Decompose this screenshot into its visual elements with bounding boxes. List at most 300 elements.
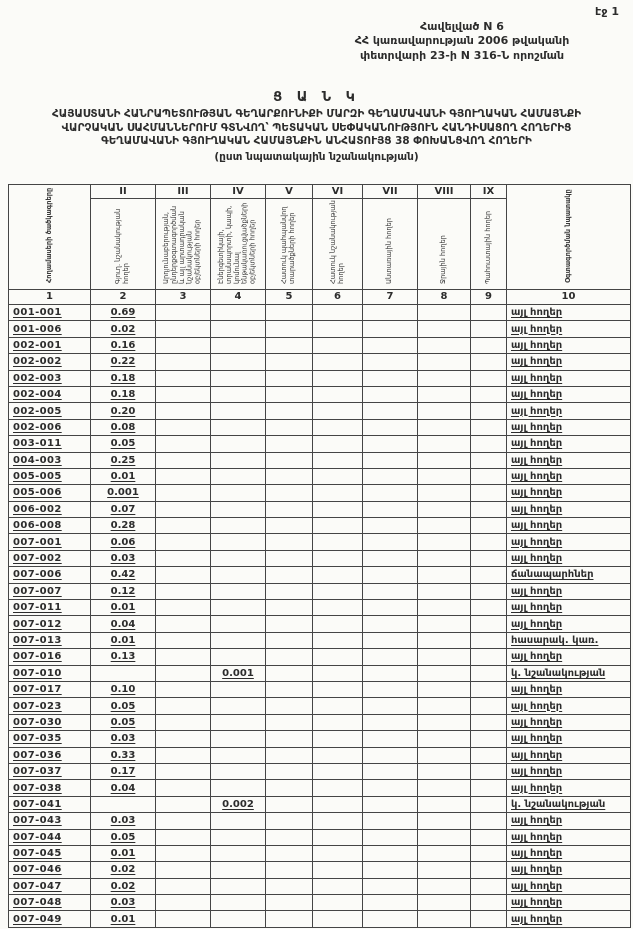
area-value-cell bbox=[211, 468, 266, 484]
table-row bbox=[9, 534, 631, 550]
area-value-cell bbox=[313, 665, 363, 681]
parcel-code-cell: 007-047 bbox=[9, 878, 91, 894]
parcel-code-cell: 007-045 bbox=[9, 845, 91, 861]
area-value-cell bbox=[363, 386, 418, 402]
area-value-cell bbox=[363, 698, 418, 714]
land-type-cell: այլ հողեր bbox=[507, 518, 631, 534]
area-value-cell: 0.05 bbox=[91, 829, 156, 845]
page-number: էջ 1 bbox=[595, 5, 619, 18]
area-value-cell bbox=[156, 518, 211, 534]
area-value-cell bbox=[471, 534, 507, 550]
area-value-cell bbox=[418, 829, 471, 845]
parcel-code-cell: 002-006 bbox=[9, 419, 91, 435]
area-value-cell bbox=[363, 862, 418, 878]
area-value-cell bbox=[266, 436, 313, 452]
table-row bbox=[9, 321, 631, 337]
roman-ii: II bbox=[91, 185, 156, 199]
parcel-code-cell: 002-004 bbox=[9, 386, 91, 402]
land-parcels-table bbox=[8, 184, 631, 928]
area-value-cell bbox=[266, 616, 313, 632]
land-type-cell: այլ հողեր bbox=[507, 681, 631, 697]
land-type-cell: այլ հողեր bbox=[507, 731, 631, 747]
area-value-cell bbox=[418, 550, 471, 566]
area-value-cell bbox=[471, 747, 507, 763]
roman-vi: VI bbox=[313, 185, 363, 199]
table-row bbox=[9, 419, 631, 435]
area-value-cell bbox=[313, 731, 363, 747]
parcel-code-cell: 007-010 bbox=[9, 665, 91, 681]
parcel-code-cell: 007-043 bbox=[9, 813, 91, 829]
table-row bbox=[9, 878, 631, 894]
document-caption: Ց Ա Ն Կ bbox=[273, 90, 360, 105]
area-value-cell bbox=[266, 337, 313, 353]
parcel-code-cell: 003-011 bbox=[9, 436, 91, 452]
area-value-cell bbox=[471, 386, 507, 402]
area-value-cell bbox=[211, 763, 266, 779]
land-type-cell: այլ հողեր bbox=[507, 583, 631, 599]
area-value-cell bbox=[266, 895, 313, 911]
area-value-cell bbox=[418, 600, 471, 616]
area-value-cell bbox=[471, 452, 507, 468]
area-value-cell bbox=[266, 419, 313, 435]
area-value-cell bbox=[418, 501, 471, 517]
area-value-cell bbox=[313, 305, 363, 321]
roman-iii: III bbox=[156, 185, 211, 199]
table-row bbox=[9, 731, 631, 747]
area-value-cell bbox=[156, 419, 211, 435]
area-value-cell bbox=[418, 370, 471, 386]
area-value-cell bbox=[211, 813, 266, 829]
land-type-cell: այլ հողեր bbox=[507, 452, 631, 468]
area-value-cell bbox=[363, 452, 418, 468]
area-value-cell bbox=[313, 403, 363, 419]
table-row bbox=[9, 583, 631, 599]
area-value-cell bbox=[313, 600, 363, 616]
area-value-cell bbox=[156, 862, 211, 878]
area-value-cell bbox=[471, 813, 507, 829]
table-row bbox=[9, 813, 631, 829]
area-value-cell bbox=[313, 534, 363, 550]
area-value-cell bbox=[266, 862, 313, 878]
area-value-cell: 0.01 bbox=[91, 632, 156, 648]
land-type-cell: այլ հողեր bbox=[507, 780, 631, 796]
area-value-cell bbox=[156, 895, 211, 911]
parcel-code-cell: 007-006 bbox=[9, 567, 91, 583]
parcel-code-cell: 007-046 bbox=[9, 862, 91, 878]
area-value-cell bbox=[313, 567, 363, 583]
area-value-cell: 0.22 bbox=[91, 354, 156, 370]
table-body bbox=[9, 305, 631, 928]
area-value-cell bbox=[211, 600, 266, 616]
area-value-cell bbox=[471, 763, 507, 779]
area-value-cell bbox=[211, 895, 266, 911]
area-value-cell bbox=[363, 337, 418, 353]
area-value-cell bbox=[313, 583, 363, 599]
area-value-cell bbox=[418, 419, 471, 435]
area-value-cell bbox=[156, 878, 211, 894]
table-row bbox=[9, 337, 631, 353]
area-value-cell bbox=[471, 796, 507, 812]
area-value-cell bbox=[418, 796, 471, 812]
area-value-cell bbox=[266, 747, 313, 763]
area-value-cell bbox=[156, 436, 211, 452]
area-value-cell: 0.02 bbox=[91, 878, 156, 894]
area-value-cell bbox=[363, 600, 418, 616]
roman-v: V bbox=[266, 185, 313, 199]
table-row bbox=[9, 403, 631, 419]
land-type-cell: այլ հողեր bbox=[507, 337, 631, 353]
area-value-cell bbox=[266, 911, 313, 927]
area-value-cell bbox=[211, 550, 266, 566]
area-value-cell bbox=[91, 665, 156, 681]
land-type-cell: այլ հողեր bbox=[507, 468, 631, 484]
area-value-cell bbox=[363, 681, 418, 697]
area-value-cell bbox=[156, 337, 211, 353]
land-type-cell: այլ հողեր bbox=[507, 862, 631, 878]
area-value-cell bbox=[266, 305, 313, 321]
area-value-cell bbox=[471, 649, 507, 665]
area-value-cell bbox=[266, 370, 313, 386]
land-type-cell: այլ հողեր bbox=[507, 829, 631, 845]
area-value-cell bbox=[211, 862, 266, 878]
area-value-cell bbox=[363, 567, 418, 583]
parcel-code-cell: 006-002 bbox=[9, 501, 91, 517]
area-value-cell bbox=[156, 747, 211, 763]
area-value-cell: 0.28 bbox=[91, 518, 156, 534]
area-value-cell bbox=[211, 829, 266, 845]
area-value-cell bbox=[266, 780, 313, 796]
col-num-6: 6 bbox=[313, 290, 363, 305]
area-value-cell bbox=[313, 632, 363, 648]
area-value-cell bbox=[363, 501, 418, 517]
area-value-cell bbox=[418, 616, 471, 632]
area-value-cell bbox=[313, 763, 363, 779]
land-type-cell: այլ հողեր bbox=[507, 550, 631, 566]
area-value-cell bbox=[471, 583, 507, 599]
col-num-8: 8 bbox=[418, 290, 471, 305]
area-value-cell bbox=[363, 632, 418, 648]
header-special-purpose-lands: Հատուկ նշանակության հողեր bbox=[313, 199, 363, 290]
col-num-2: 2 bbox=[91, 290, 156, 305]
table-row bbox=[9, 386, 631, 402]
area-value-cell bbox=[418, 862, 471, 878]
area-value-cell bbox=[211, 911, 266, 927]
area-value-cell bbox=[266, 681, 313, 697]
area-value-cell: 0.13 bbox=[91, 649, 156, 665]
area-value-cell bbox=[313, 452, 363, 468]
table-row bbox=[9, 780, 631, 796]
table-row bbox=[9, 895, 631, 911]
area-value-cell bbox=[363, 714, 418, 730]
area-value-cell bbox=[471, 780, 507, 796]
area-value-cell bbox=[313, 813, 363, 829]
title-line-1: ՀԱՅԱՍՏԱՆԻ ՀԱՆՐԱՊԵՏՈՒԹՅԱՆ ԳԵՂԱՐՔՈՒՆԻՔԻ ՄԱՐԶԻ ԳԵՂԱՄԱՎԱՆԻ ԳՅՈՒՂԱԿԱՆ ՀԱՄԱՅՆՔԻ bbox=[51, 108, 581, 120]
area-value-cell bbox=[363, 878, 418, 894]
area-value-cell bbox=[266, 354, 313, 370]
area-value-cell bbox=[363, 649, 418, 665]
land-type-cell: այլ հողեր bbox=[507, 305, 631, 321]
area-value-cell: 0.42 bbox=[91, 567, 156, 583]
table-row bbox=[9, 665, 631, 681]
area-value-cell bbox=[363, 436, 418, 452]
area-value-cell bbox=[363, 665, 418, 681]
area-value-cell bbox=[313, 518, 363, 534]
area-value-cell bbox=[156, 583, 211, 599]
area-value-cell bbox=[313, 485, 363, 501]
area-value-cell bbox=[211, 698, 266, 714]
col-num-5: 5 bbox=[266, 290, 313, 305]
area-value-cell: 0.02 bbox=[91, 321, 156, 337]
area-value-cell bbox=[266, 829, 313, 845]
area-value-cell bbox=[418, 321, 471, 337]
area-value-cell bbox=[471, 354, 507, 370]
area-value-cell bbox=[156, 714, 211, 730]
land-type-cell: այլ հողեր bbox=[507, 354, 631, 370]
area-value-cell bbox=[156, 567, 211, 583]
area-value-cell bbox=[266, 485, 313, 501]
table-row bbox=[9, 436, 631, 452]
area-value-cell bbox=[363, 895, 418, 911]
area-value-cell bbox=[418, 567, 471, 583]
area-value-cell bbox=[471, 681, 507, 697]
parcel-code-cell: 004-003 bbox=[9, 452, 91, 468]
area-value-cell bbox=[363, 731, 418, 747]
area-value-cell bbox=[363, 518, 418, 534]
parcel-code-cell: 002-003 bbox=[9, 370, 91, 386]
table-row bbox=[9, 911, 631, 927]
area-value-cell bbox=[471, 403, 507, 419]
annex-line-1: Հավելված N 6 bbox=[420, 20, 504, 33]
header-water-lands: Ջրային հողեր bbox=[418, 199, 471, 290]
area-value-cell bbox=[418, 763, 471, 779]
land-type-cell: հասարակ. կառ. bbox=[507, 632, 631, 648]
area-value-cell bbox=[363, 780, 418, 796]
area-value-cell bbox=[418, 911, 471, 927]
area-value-cell bbox=[313, 649, 363, 665]
area-value-cell: 0.18 bbox=[91, 370, 156, 386]
parcel-code-cell: 002-001 bbox=[9, 337, 91, 353]
area-value-cell bbox=[156, 681, 211, 697]
area-value-cell bbox=[363, 911, 418, 927]
annex-line-3: փետրվարի 23-ի N 316-Ն որոշման bbox=[359, 48, 565, 62]
area-value-cell: 0.01 bbox=[91, 911, 156, 927]
area-value-cell bbox=[418, 485, 471, 501]
area-value-cell bbox=[313, 796, 363, 812]
area-value-cell bbox=[266, 501, 313, 517]
roman-vii: VII bbox=[363, 185, 418, 199]
area-value-cell: 0.002 bbox=[211, 796, 266, 812]
area-value-cell bbox=[211, 386, 266, 402]
area-value-cell: 0.01 bbox=[91, 468, 156, 484]
area-value-cell bbox=[313, 354, 363, 370]
parcel-code-cell: 007-030 bbox=[9, 714, 91, 730]
area-value-cell bbox=[313, 895, 363, 911]
parcel-code-cell: 006-008 bbox=[9, 518, 91, 534]
col-num-1: 1 bbox=[9, 290, 91, 305]
land-type-cell: այլ հողեր bbox=[507, 878, 631, 894]
area-value-cell bbox=[363, 485, 418, 501]
area-value-cell bbox=[211, 714, 266, 730]
area-value-cell bbox=[471, 501, 507, 517]
area-value-cell bbox=[471, 862, 507, 878]
area-value-cell bbox=[363, 354, 418, 370]
parcel-code-cell: 007-016 bbox=[9, 649, 91, 665]
parcel-code-cell: 005-006 bbox=[9, 485, 91, 501]
area-value-cell bbox=[266, 878, 313, 894]
land-type-cell: ճանապարհներ bbox=[507, 567, 631, 583]
parcel-code-cell: 007-012 bbox=[9, 616, 91, 632]
land-type-cell: այլ հողեր bbox=[507, 436, 631, 452]
roman-ix: IX bbox=[471, 185, 507, 199]
table-row bbox=[9, 468, 631, 484]
area-value-cell bbox=[156, 403, 211, 419]
table-row bbox=[9, 829, 631, 845]
parcel-code-cell: 007-002 bbox=[9, 550, 91, 566]
land-type-cell: այլ հողեր bbox=[507, 403, 631, 419]
header-parcel-code bbox=[9, 185, 91, 290]
area-value-cell bbox=[266, 731, 313, 747]
table-row bbox=[9, 354, 631, 370]
area-value-cell bbox=[156, 485, 211, 501]
area-value-cell bbox=[156, 698, 211, 714]
area-value-cell bbox=[211, 780, 266, 796]
header-protected-area-lands: Հատուկ պահպանվող տարածքների հողեր bbox=[266, 199, 313, 290]
table-row bbox=[9, 862, 631, 878]
parcel-code-cell: 007-049 bbox=[9, 911, 91, 927]
area-value-cell bbox=[156, 911, 211, 927]
area-value-cell bbox=[471, 567, 507, 583]
area-value-cell bbox=[471, 305, 507, 321]
area-value-cell bbox=[418, 534, 471, 550]
area-value-cell bbox=[471, 731, 507, 747]
area-value-cell bbox=[313, 780, 363, 796]
area-value-cell bbox=[266, 583, 313, 599]
area-value-cell bbox=[266, 600, 313, 616]
area-value-cell bbox=[471, 485, 507, 501]
area-value-cell: 0.04 bbox=[91, 780, 156, 796]
area-value-cell bbox=[418, 714, 471, 730]
area-value-cell bbox=[471, 911, 507, 927]
area-value-cell bbox=[471, 468, 507, 484]
area-value-cell bbox=[211, 354, 266, 370]
area-value-cell bbox=[156, 763, 211, 779]
col-num-10: 10 bbox=[507, 290, 631, 305]
document-title-block bbox=[0, 90, 633, 163]
area-value-cell bbox=[313, 714, 363, 730]
title-line-2: ՎԱՐՉԱԿԱՆ ՍԱՀՄԱՆՆԵՐՈՒՄ ԳՏՆՎՈՂ՝ ՊԵՏԱԿԱՆ ՍԵՓԱԿԱՆՈՒԹՅՈՒՆ ՀԱՆԴԻՍԱՑՈՂ ՀՈՂԵՐԻՑ bbox=[61, 121, 572, 134]
area-value-cell bbox=[418, 632, 471, 648]
area-value-cell bbox=[156, 845, 211, 861]
area-value-cell: 0.17 bbox=[91, 763, 156, 779]
area-value-cell bbox=[313, 550, 363, 566]
area-value-cell bbox=[211, 370, 266, 386]
roman-iv: IV bbox=[211, 185, 266, 199]
area-value-cell bbox=[211, 518, 266, 534]
area-value-cell: 0.05 bbox=[91, 698, 156, 714]
area-value-cell bbox=[211, 567, 266, 583]
area-value-cell bbox=[363, 813, 418, 829]
area-value-cell bbox=[471, 665, 507, 681]
area-value-cell bbox=[363, 763, 418, 779]
area-value-cell: 0.33 bbox=[91, 747, 156, 763]
land-type-cell: այլ հողեր bbox=[507, 485, 631, 501]
area-value-cell bbox=[471, 436, 507, 452]
area-value-cell: 0.20 bbox=[91, 403, 156, 419]
area-value-cell: 0.01 bbox=[91, 600, 156, 616]
area-value-cell bbox=[156, 600, 211, 616]
title-line-3: ԳԵՂԱՄԱՎԱՆԻ ԳՅՈՒՂԱԿԱՆ ՀԱՄԱՅՆՔԻՆ ԱՆՀԱՏՈՒՅՑ 38 ՓՈԽԱՆՑՎՈՂ ՀՈՂԵՐԻ bbox=[101, 135, 532, 148]
header-energy-transport-lands: Էներգետիկայի, տրանսպորտի, կապի, կոմունալ ենթակառուցվածքների օբյեկտների հողեր bbox=[211, 199, 266, 290]
land-type-cell: այլ հողեր bbox=[507, 534, 631, 550]
area-value-cell bbox=[471, 878, 507, 894]
area-value-cell bbox=[363, 845, 418, 861]
parcel-code-cell: 007-037 bbox=[9, 763, 91, 779]
area-value-cell bbox=[266, 632, 313, 648]
parcel-code-cell: 007-036 bbox=[9, 747, 91, 763]
area-value-cell bbox=[471, 698, 507, 714]
area-value-cell bbox=[313, 862, 363, 878]
parcel-code-cell: 007-001 bbox=[9, 534, 91, 550]
area-value-cell bbox=[211, 878, 266, 894]
area-value-cell bbox=[156, 354, 211, 370]
parcel-code-cell: 007-011 bbox=[9, 600, 91, 616]
area-value-cell bbox=[211, 681, 266, 697]
area-value-cell bbox=[471, 518, 507, 534]
area-value-cell bbox=[418, 747, 471, 763]
area-value-cell: 0.08 bbox=[91, 419, 156, 435]
area-value-cell bbox=[156, 468, 211, 484]
land-type-cell: այլ հողեր bbox=[507, 714, 631, 730]
area-value-cell: 0.04 bbox=[91, 616, 156, 632]
table-row bbox=[9, 616, 631, 632]
land-type-cell: այլ հողեր bbox=[507, 370, 631, 386]
area-value-cell bbox=[211, 501, 266, 517]
parcel-code-cell: 007-017 bbox=[9, 681, 91, 697]
table-row bbox=[9, 600, 631, 616]
parcel-code-cell: 002-005 bbox=[9, 403, 91, 419]
area-value-cell bbox=[313, 681, 363, 697]
table-row bbox=[9, 632, 631, 648]
area-value-cell bbox=[266, 534, 313, 550]
area-value-cell bbox=[418, 665, 471, 681]
area-value-cell: 0.05 bbox=[91, 714, 156, 730]
area-value-cell bbox=[156, 829, 211, 845]
parcel-code-cell: 007-035 bbox=[9, 731, 91, 747]
area-value-cell bbox=[471, 829, 507, 845]
area-value-cell bbox=[211, 731, 266, 747]
column-number-row bbox=[9, 290, 631, 305]
area-value-cell: 0.02 bbox=[91, 862, 156, 878]
area-value-cell bbox=[211, 583, 266, 599]
table-row bbox=[9, 681, 631, 697]
land-type-cell: այլ հողեր bbox=[507, 911, 631, 927]
land-type-cell: այլ հողեր bbox=[507, 813, 631, 829]
parcel-code-cell: 007-023 bbox=[9, 698, 91, 714]
area-value-cell bbox=[363, 583, 418, 599]
area-value-cell bbox=[156, 632, 211, 648]
area-value-cell bbox=[156, 305, 211, 321]
parcel-code-cell: 007-044 bbox=[9, 829, 91, 845]
area-value-cell: 0.12 bbox=[91, 583, 156, 599]
area-value-cell bbox=[418, 845, 471, 861]
area-value-cell bbox=[471, 600, 507, 616]
area-value-cell: 0.001 bbox=[211, 665, 266, 681]
land-type-cell: կ. նշանակության bbox=[507, 796, 631, 812]
area-value-cell bbox=[418, 386, 471, 402]
area-value-cell bbox=[211, 436, 266, 452]
area-value-cell bbox=[363, 796, 418, 812]
area-value-cell bbox=[266, 714, 313, 730]
